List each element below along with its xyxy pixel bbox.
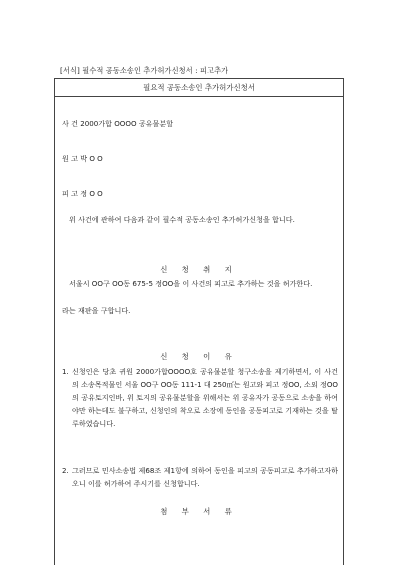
purpose-closing: 라는 재판을 구합니다. bbox=[62, 306, 131, 315]
form-header: [서식] 필수적 공동소송인 추가허가신청서 : 피고추가 bbox=[60, 66, 229, 75]
purpose-text: 서울시 OO구 OO동 675-5 정OO을 이 사건의 피고로 추가하는 것을 허가한다. bbox=[69, 279, 313, 288]
defendant-line: 피 고 정 O O bbox=[62, 189, 103, 198]
attachments-heading: 첨 부 서 류 bbox=[160, 507, 238, 516]
reason-item-2 bbox=[62, 464, 338, 490]
document-title: 필요적 공동소송인 추가허가신청서 bbox=[55, 79, 343, 97]
document-box bbox=[54, 78, 344, 565]
plaintiff-line: 원 고 박 O O bbox=[62, 154, 103, 163]
reason-item-1 bbox=[62, 365, 338, 430]
case-line: 사 건 2000가합 OOOO 공유물분할 bbox=[62, 119, 174, 128]
reason-number: 1. bbox=[62, 367, 69, 376]
reason-number: 2. bbox=[62, 466, 69, 475]
purpose-heading: 신 청 취 지 bbox=[160, 265, 238, 274]
intro-paragraph: 위 사건에 관하여 다음과 같이 필수적 공동소송인 추가허가신청을 합니다. bbox=[69, 215, 295, 224]
reason-text: 신청인은 당초 귀원 2000가합OOOO호 공유물분할 청구소송을 제기하면서, 이 사건의 소송목적물인 서울 OO구 OO동 111-1 대 250㎡는 원고와 피고 정OO, 소외 정OO의 공유토지인바, 위 토지의 공유물분할을 위해서는 위 공유자가 공동으로 소송을 하여야만 하는데도 불구하고, 신청인의 착오로 소장에 동인을 공동피고로 기재하는 것을 탈루하였습니다. bbox=[72, 367, 338, 428]
reason-text: 그러므로 민사소송법 제68조 제1항에 의하여 동인을 피고의 공동피고로 추가하고자하오니 이를 허가하여 주시기를 신청합니다. bbox=[72, 466, 338, 488]
reason-heading: 신 청 이 유 bbox=[160, 352, 238, 361]
